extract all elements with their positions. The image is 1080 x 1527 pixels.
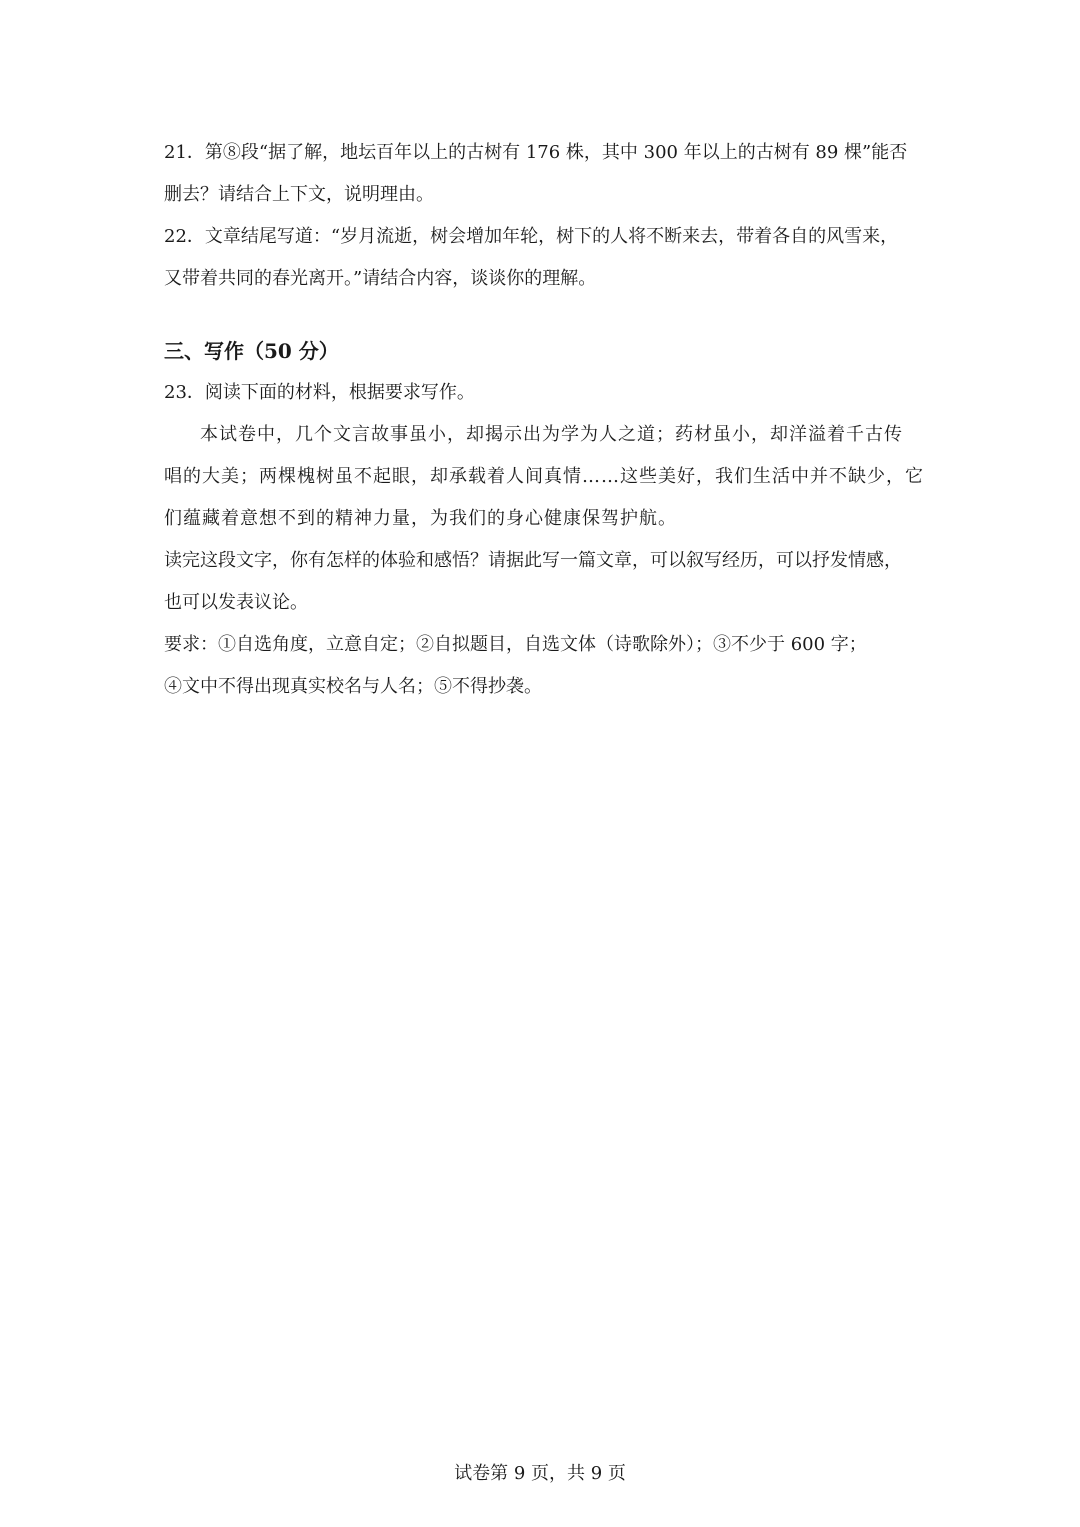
writing-requirements [164, 624, 924, 708]
question-21-line-2: 删去？请结合上下文，说明理由。 [164, 184, 434, 205]
question-23 [164, 372, 924, 708]
material-line-2: 唱的大美；两棵槐树虽不起眼，却承载着人间真情……这些美好，我们生活中并不缺少，它 [164, 466, 924, 487]
section-title-writing: 三、写作（50 分） [164, 339, 339, 363]
question-21 [164, 132, 924, 216]
material-line-3: 们蕴藏着意想不到的精神力量，为我们的身心健康保驾护航。 [164, 508, 677, 529]
requirements-line-2: ④文中不得出现真实校名与人名；⑤不得抄袭。 [164, 676, 542, 697]
question-23-prompt: 23．阅读下面的材料，根据要求写作。 [164, 382, 475, 403]
requirements-line-1: 要求：①自选角度，立意自定；②自拟题目，自选文体（诗歌除外）；③不少于 600 字； [164, 634, 867, 655]
question-22 [164, 216, 924, 300]
writing-material [164, 414, 924, 540]
page-footer: 试卷第 9 页，共 9 页 [454, 1463, 626, 1484]
page-content [164, 132, 924, 708]
task-line-2: 也可以发表议论。 [164, 592, 308, 613]
material-line-1: 本试卷中，几个文言故事虽小，却揭示出为学为人之道；药材虽小，却洋溢着千古传 [200, 424, 903, 445]
question-22-line-2: 又带着共同的春光离开。”请结合内容，谈谈你的理解。 [164, 268, 597, 289]
question-22-line-1: 22．文章结尾写道：“岁月流逝，树会增加年轮，树下的人将不断来去，带着各自的风雪来， [164, 226, 899, 247]
question-21-line-1: 21．第⑧段“据了解，地坛百年以上的古树有 176 株，其中 300 年以上的古树有 89 棵”能否 [164, 142, 908, 163]
task-line-1: 读完这段文字，你有怎样的体验和感悟？请据此写一篇文章，可以叙写经历，可以抒发情感， [164, 550, 902, 571]
writing-task [164, 540, 924, 624]
